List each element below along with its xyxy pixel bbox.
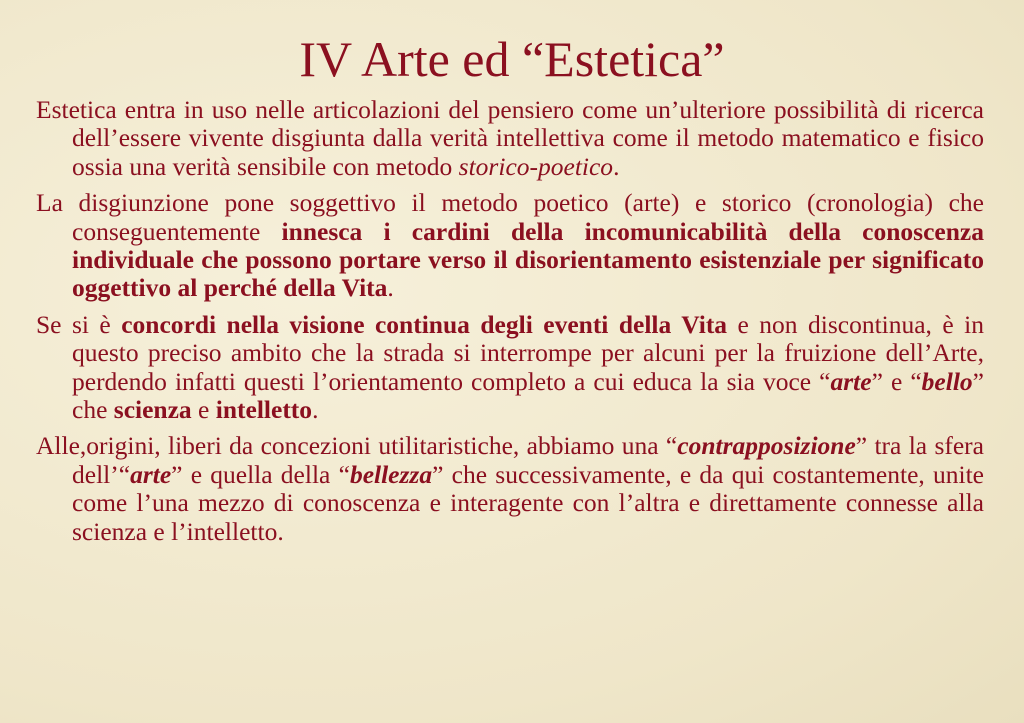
text-run: . — [613, 151, 620, 181]
text-run: Estetica entra in uso nelle articolazioni del pensiero come un’ulteriore possibilità di ricerca dell’essere vivente disgiunta dalla verità intellettiva come il metodo matematico e fisico ossia una verità sensibile con metodo — [36, 95, 984, 181]
paragraph-1 — [36, 96, 984, 181]
text-run: e — [191, 395, 216, 425]
text-run: ” che successivamente, e da qui costantemente, unite come l’una mezzo di conoscenza e interagente con l’altra e direttamente connesse alla scienza e l’intelletto. — [72, 459, 984, 546]
text-run: . — [387, 273, 394, 303]
slide-title: IV Arte ed “Estetica” — [299, 31, 725, 87]
bold-italic-text — [350, 460, 432, 489]
text-run: Alle,origini, liberi da concezioni utilitaristiche, abbiamo una “ — [36, 431, 678, 461]
text-run: . — [312, 395, 319, 425]
italic-text: arte — [830, 366, 872, 396]
italic-text: bellezza — [349, 459, 433, 489]
bold-text: intelletto — [215, 395, 313, 425]
paragraph-2 — [36, 189, 984, 303]
paragraph-4 — [36, 432, 984, 546]
text-run: ” tra la sfera dell’“ — [72, 431, 984, 489]
bold-italic-text — [130, 460, 171, 489]
bold-text: scienza — [113, 395, 192, 425]
text-run: e non discontinua, è in questo preciso ambito che la strada si interrompe per alcuni per la fruizione dell’Arte, perdendo infatti questi l’orientamento completo a cui educa la sia voce “ — [72, 309, 984, 396]
slide-body — [36, 96, 984, 554]
text-run: ” e “ — [871, 366, 922, 396]
italic-text: contrapposizione — [677, 431, 856, 461]
italic-text: bello — [921, 366, 973, 396]
text-run: ” e quella della “ — [171, 459, 350, 489]
italic-text: arte — [130, 459, 172, 489]
bold-italic-text — [922, 367, 973, 396]
bold-text: concordi nella visione continua degli eventi della Vita — [121, 309, 728, 339]
bold-italic-text — [831, 367, 872, 396]
paragraph-3 — [36, 311, 984, 425]
bold-italic-text — [677, 431, 856, 460]
text-run: La disgiunzione pone soggettivo il metodo poetico (arte) e storico (cronologia) che conseguentemente — [36, 188, 984, 246]
bold-text: innesca i cardini della incomunicabilità della conoscenza individuale che possono portare verso il disorientamento esistenziale per significato oggettivo al perché della Vita — [72, 216, 984, 303]
text-run: ” che — [72, 366, 984, 425]
text-run: Se si è — [36, 309, 122, 339]
italic-text: storico-poetico — [458, 151, 614, 181]
